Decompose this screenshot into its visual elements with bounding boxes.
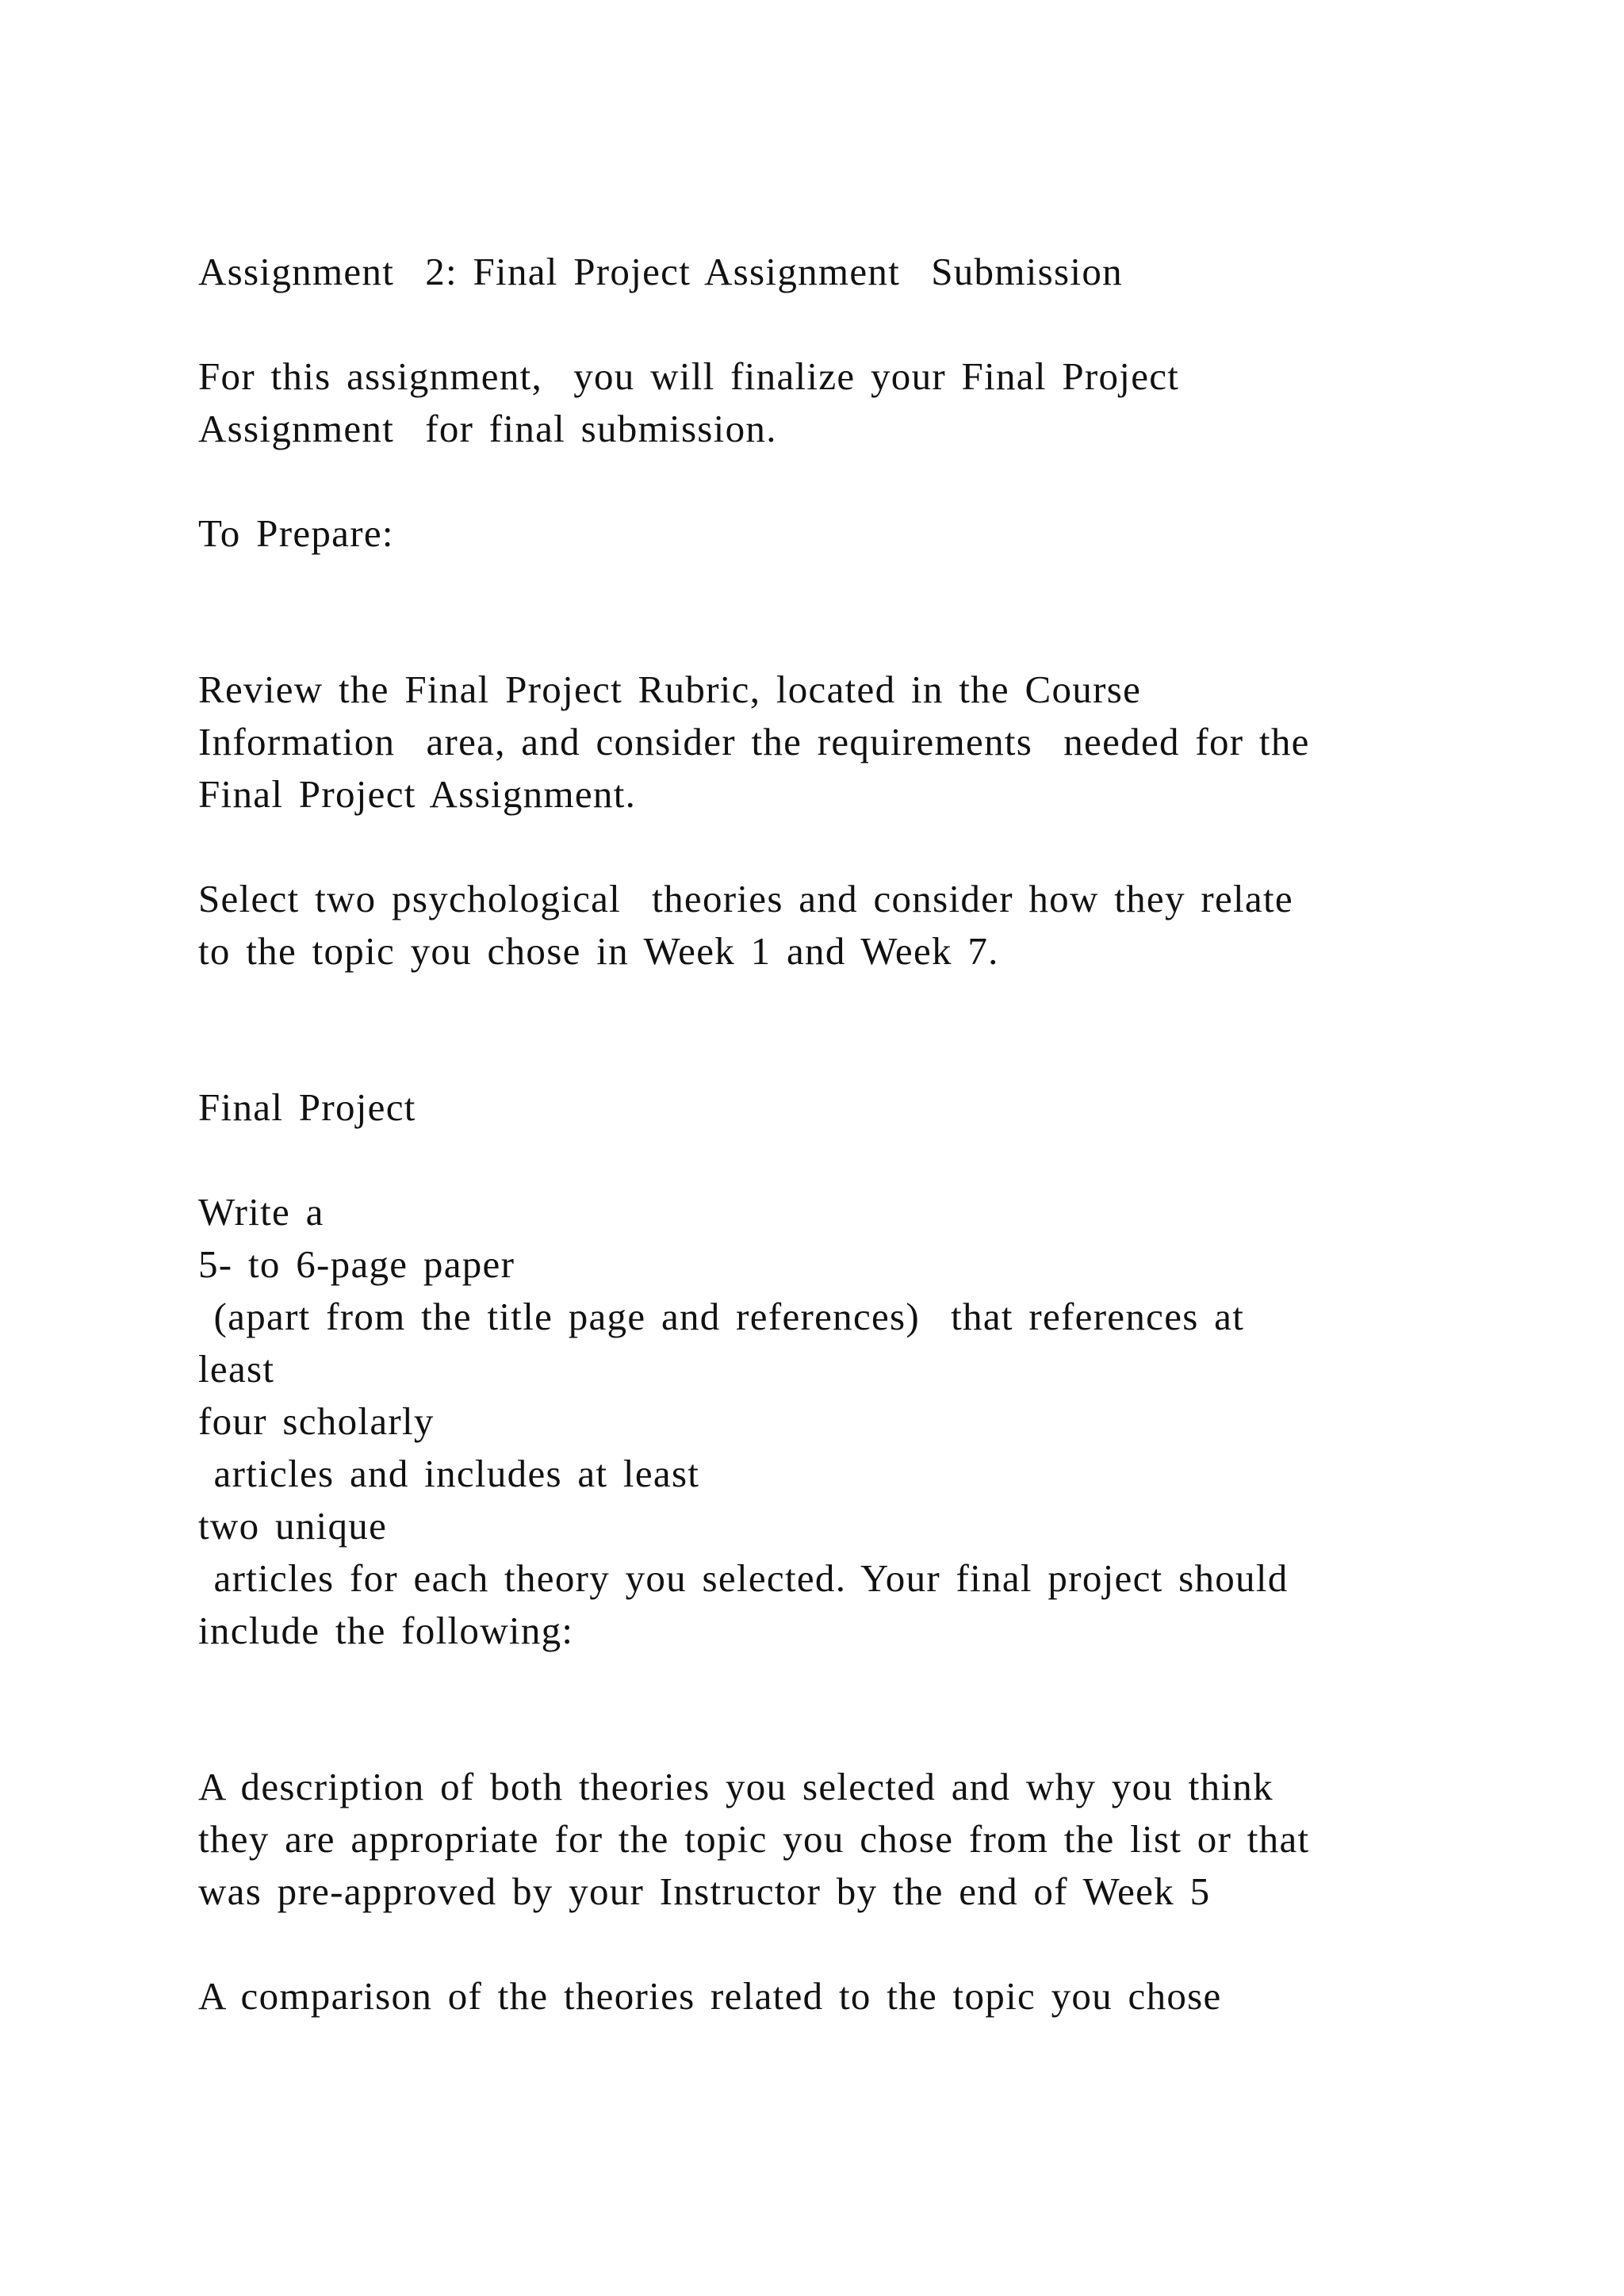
prepare-item-1-line-2: Information area, and consider the requirements needed for the	[198, 720, 1310, 763]
prepare-item-1-line-3: Final Project Assignment.	[198, 772, 637, 816]
requirement-2-line-1: A comparison of the theories related to the topic you chose	[198, 1974, 1222, 2018]
final-project-text-line-5: four scholarly	[198, 1399, 435, 1443]
final-project-text-line-1: Write a	[198, 1190, 324, 1234]
final-project-text-line-9: include the following:	[198, 1609, 574, 1652]
final-project-text-line-3: (apart from the title page and references) that references at	[198, 1295, 1245, 1338]
final-project-text-line-6: articles and includes at least	[198, 1452, 700, 1495]
final-project-heading: Final Project	[198, 1085, 416, 1129]
prepare-item-2-line-1: Select two psychological theories and consider how they relate	[198, 877, 1293, 920]
final-project-text-line-8: articles for each theory you selected. Your final project should	[198, 1556, 1289, 1600]
requirement-1-line-2: they are appropriate for the topic you chose from the list or that	[198, 1817, 1310, 1861]
requirement-1-line-1: A description of both theories you selected and why you think	[198, 1765, 1274, 1808]
assignment-title: Assignment 2: Final Project Assignment Submission	[198, 250, 1123, 293]
intro-line-2: Assignment for final submission.	[198, 407, 777, 450]
intro-line-1: For this assignment, you will finalize your Final Project	[198, 354, 1180, 398]
to-prepare-heading: To Prepare:	[198, 511, 394, 555]
final-project-text-line-2: 5- to 6-page paper	[198, 1242, 515, 1286]
prepare-item-1-line-1: Review the Final Project Rubric, located in the Course	[198, 668, 1142, 711]
final-project-text-line-7: two unique	[198, 1504, 388, 1548]
requirement-1-line-3: was pre-approved by your Instructor by the end of Week 5	[198, 1869, 1211, 1913]
final-project-text-line-4: least	[198, 1347, 275, 1391]
prepare-item-2-line-2: to the topic you chose in Week 1 and Week 7.	[198, 929, 999, 973]
